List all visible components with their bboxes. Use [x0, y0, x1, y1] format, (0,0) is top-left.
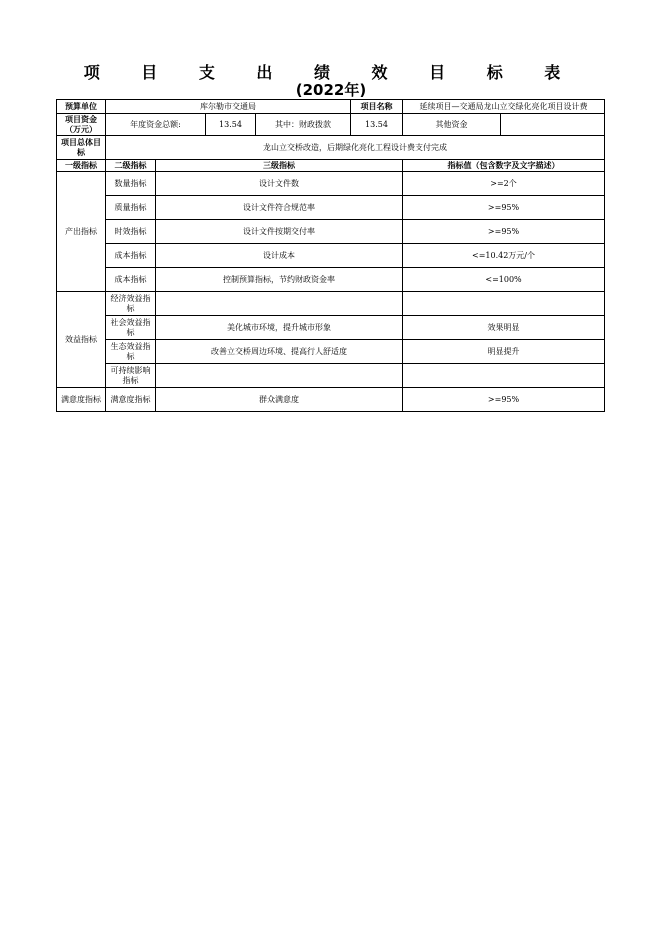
level1-output: 产出指标	[57, 172, 106, 292]
overall-goal-label: 项目总体目标	[57, 136, 106, 160]
level2-cell: 数量指标	[106, 172, 156, 196]
level3-cell: 群众满意度	[156, 388, 403, 412]
level3-cell	[156, 292, 403, 316]
level2-cell: 生态效益指标	[106, 340, 156, 364]
budget-unit-label: 预算单位	[57, 100, 106, 114]
level3-cell: 设计文件按期交付率	[156, 220, 403, 244]
level2-cell: 经济效益指标	[106, 292, 156, 316]
level3-cell: 控制预算指标，节约财政资金率	[156, 268, 403, 292]
level3-cell: 设计文件符合规范率	[156, 196, 403, 220]
level2-cell: 成本指标	[106, 244, 156, 268]
column-header-level2: 二级指标	[106, 160, 156, 172]
target-value-cell: >=2个	[403, 172, 605, 196]
annual-total-value: 13.54	[206, 114, 256, 136]
fiscal-funds-value: 13.54	[351, 114, 403, 136]
overall-goal-value: 龙山立交桥改造，后期绿化亮化工程设计费支付完成	[106, 136, 605, 160]
column-header-level1: 一级指标	[57, 160, 106, 172]
target-value-cell	[403, 364, 605, 388]
level2-cell: 社会效益指标	[106, 316, 156, 340]
column-header-value: 指标值（包含数字及文字描述）	[403, 160, 605, 172]
target-value-cell	[403, 292, 605, 316]
level2-cell: 满意度指标	[106, 388, 156, 412]
other-funds-value	[501, 114, 605, 136]
target-value-cell: >=95%	[403, 220, 605, 244]
target-value-cell: >=95%	[403, 388, 605, 412]
level2-cell: 成本指标	[106, 268, 156, 292]
target-value-cell: >=95%	[403, 196, 605, 220]
budget-unit-value: 库尔勒市交通局	[106, 100, 351, 114]
target-value-cell: <=100%	[403, 268, 605, 292]
page-year: (2022年)	[295, 81, 367, 99]
target-value-cell: 效果明显	[403, 316, 605, 340]
project-name-label: 项目名称	[351, 100, 403, 114]
other-funds-label: 其他资金	[403, 114, 501, 136]
level1-satisfaction: 满意度指标	[57, 388, 106, 412]
level2-cell: 质量指标	[106, 196, 156, 220]
project-funds-label: 项目资金（万元）	[57, 114, 106, 136]
level3-cell	[156, 364, 403, 388]
level3-cell: 改善立交桥周边环境、提高行人舒适度	[156, 340, 403, 364]
level1-benefit: 效益指标	[57, 292, 106, 388]
level3-cell: 设计成本	[156, 244, 403, 268]
performance-target-table	[56, 99, 605, 412]
annual-total-label: 年度资金总额:	[106, 114, 206, 136]
fiscal-funds-label: 其中：财政拨款	[256, 114, 351, 136]
target-value-cell: <=10.42万元/个	[403, 244, 605, 268]
level3-cell: 设计文件数	[156, 172, 403, 196]
level3-cell: 美化城市环境，提升城市形象	[156, 316, 403, 340]
column-header-level3: 三级指标	[156, 160, 403, 172]
project-name-value: 延续项目—交通局龙山立交绿化亮化项目设计费	[403, 100, 605, 114]
page-title: 项 目 支 出 绩 效 目 标 表	[83, 63, 579, 82]
target-value-cell: 明显提升	[403, 340, 605, 364]
level2-cell: 可持续影响指标	[106, 364, 156, 388]
level2-cell: 时效指标	[106, 220, 156, 244]
